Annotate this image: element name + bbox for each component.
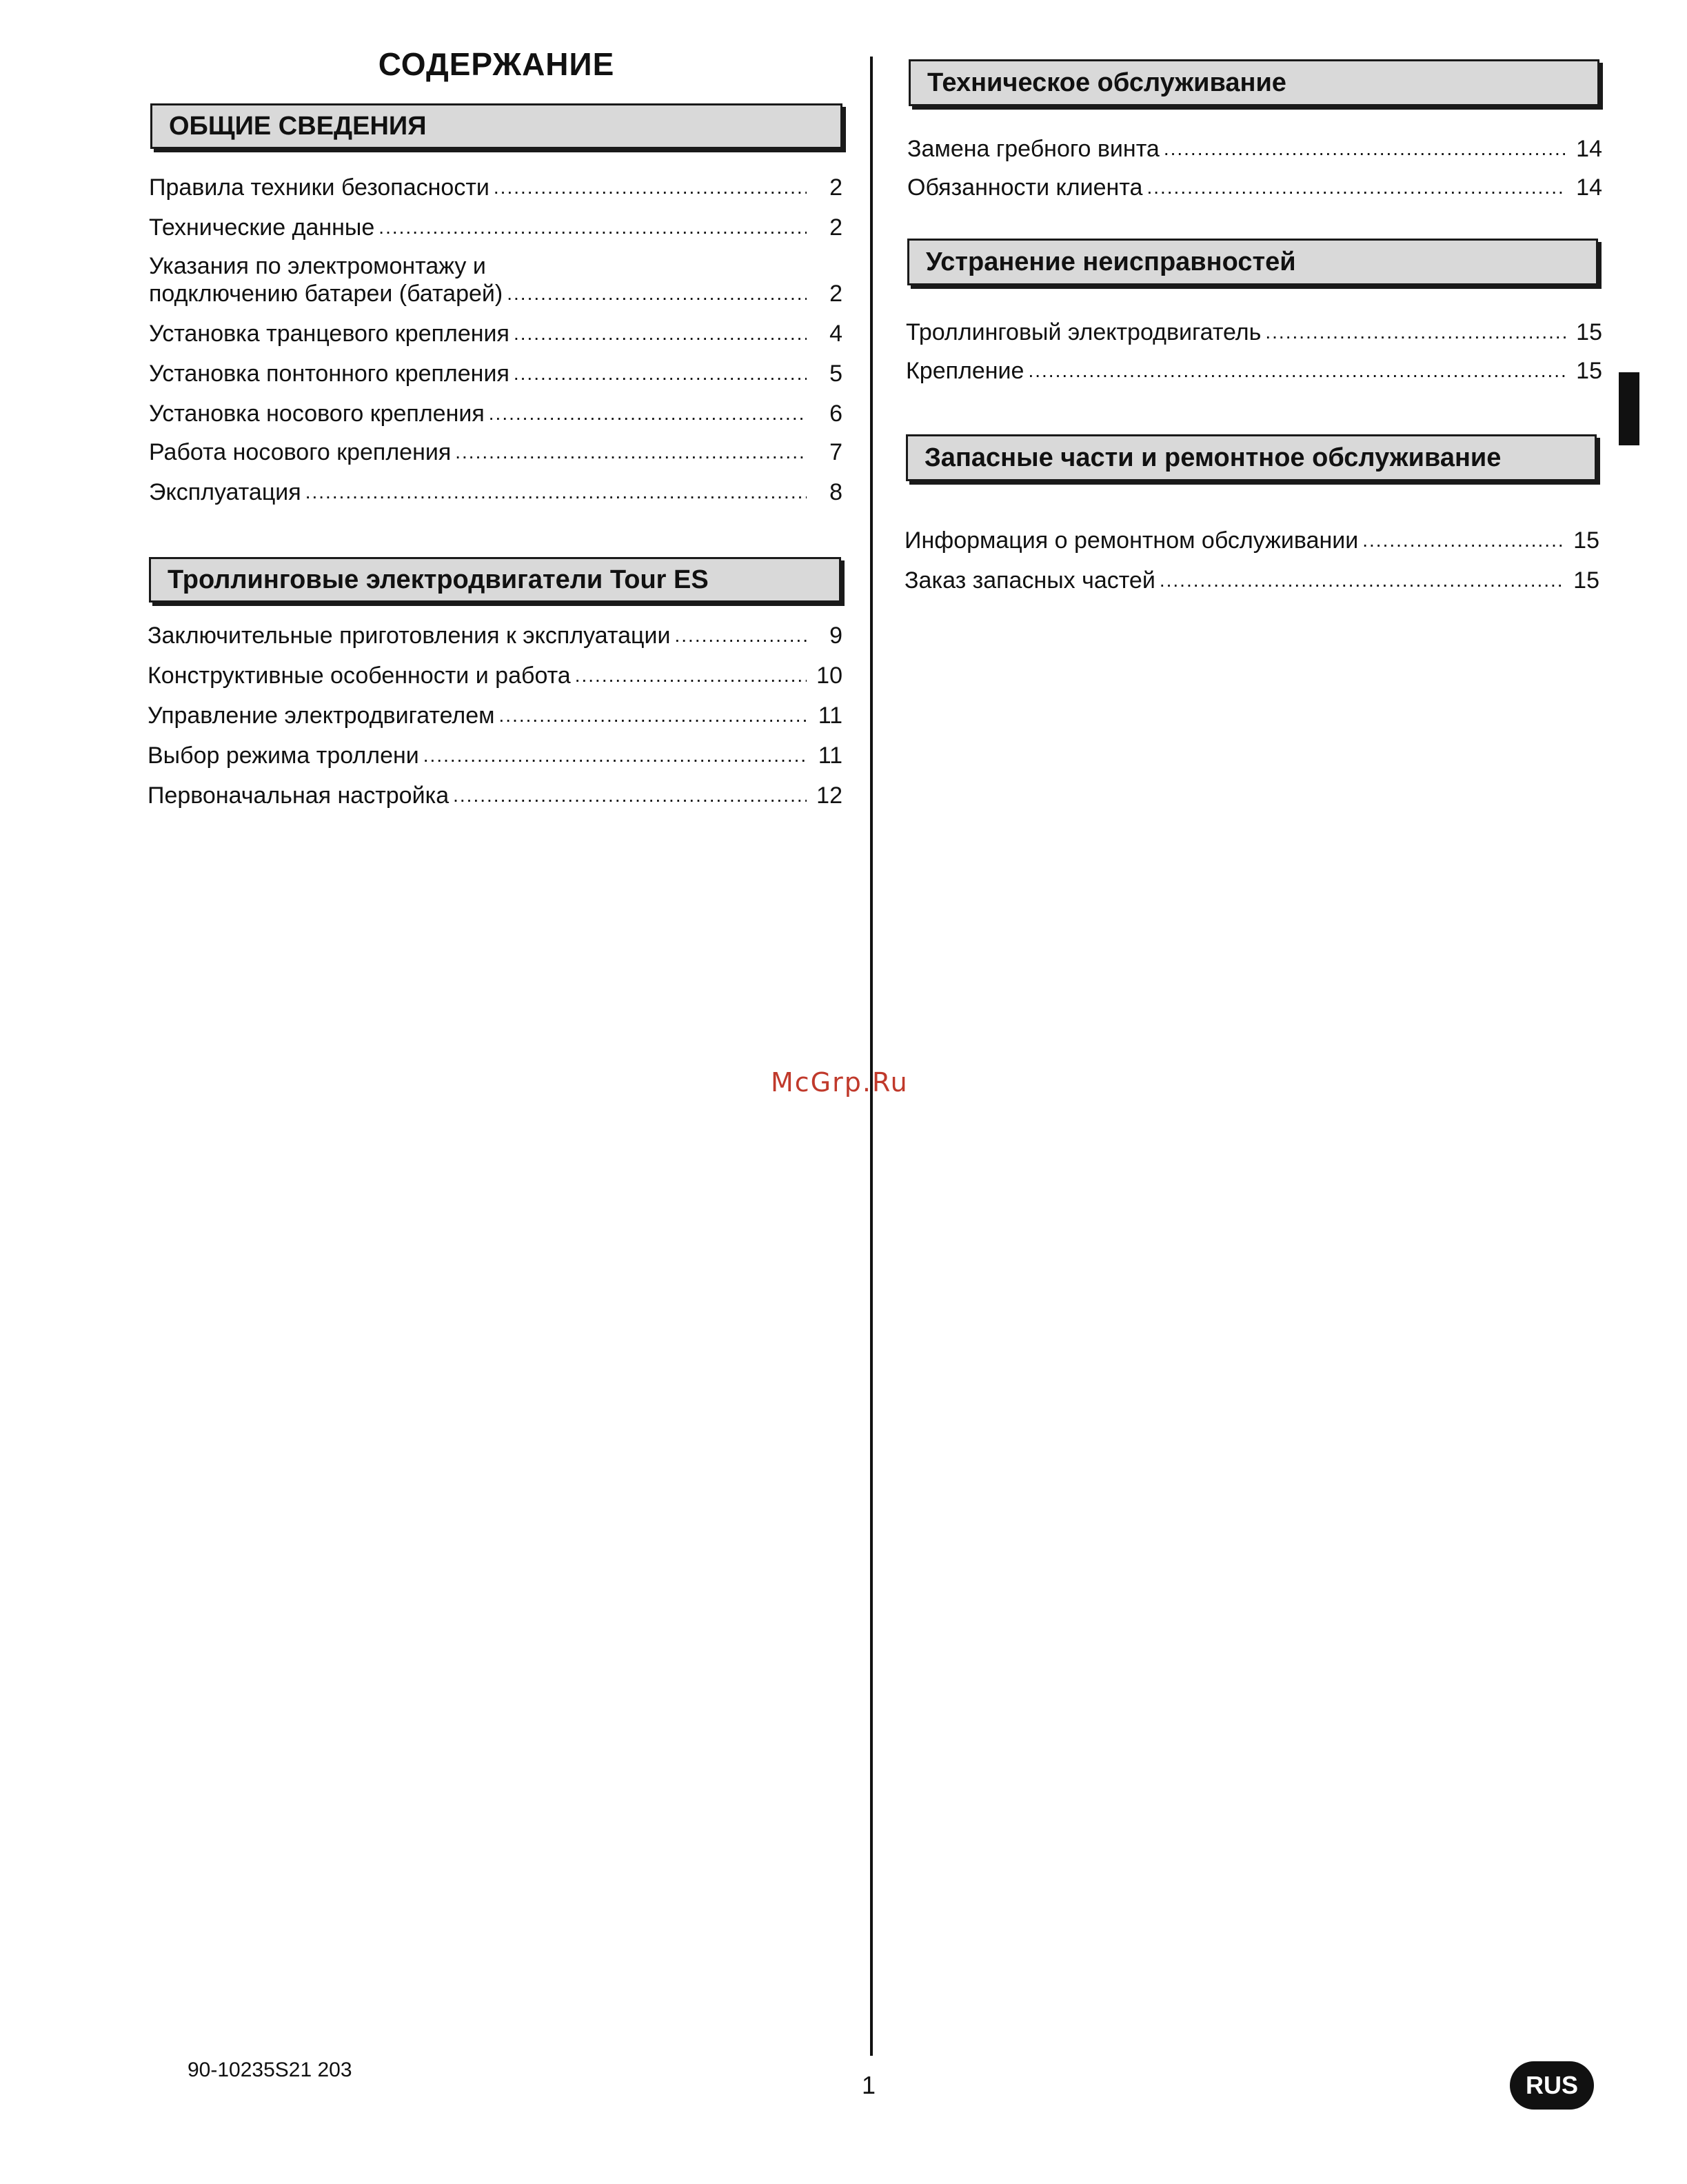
toc-entry-label: Обязанности клиента	[907, 174, 1143, 201]
toc-entry-page: 11	[818, 742, 842, 769]
toc-entry-page: 4	[829, 321, 842, 347]
toc-entry-page: 11	[818, 702, 842, 729]
toc-entry-page: 5	[829, 361, 842, 387]
toc-entry-page: 8	[829, 479, 842, 505]
dot-leader	[514, 320, 807, 347]
toc-entry-label: Замена гребного винта	[907, 136, 1160, 162]
page-title: СОДЕРЖАНИЕ	[378, 46, 615, 82]
dot-leader	[1028, 357, 1566, 385]
toc-entry[interactable]	[906, 318, 1602, 346]
toc-entry[interactable]	[148, 742, 842, 769]
toc-entry-page: 2	[829, 174, 842, 201]
toc-entry[interactable]	[149, 400, 842, 427]
toc-entry[interactable]	[149, 320, 842, 347]
toc-entry-page: 15	[1573, 527, 1599, 554]
toc-entry-label: Заключительные приготовления к эксплуатации	[148, 623, 671, 649]
toc-entry-page: 7	[829, 439, 842, 465]
document-code: 90-10235S21 203	[188, 2059, 352, 2081]
toc-entry-label: Установка носового крепления	[149, 401, 485, 427]
watermark: McGrp.Ru	[771, 1067, 909, 1098]
dot-leader	[507, 280, 807, 307]
dot-leader	[575, 662, 807, 689]
section-heading-troubleshooting: Устранение неисправностей	[907, 239, 1598, 285]
dot-leader	[455, 438, 807, 466]
toc-entry-label: Установка транцевого крепления	[149, 321, 509, 347]
section-heading-parts: Запасные части и ремонтное обслуживание	[906, 434, 1597, 481]
language-badge: RUS	[1510, 2061, 1594, 2110]
toc-entry-page: 14	[1576, 136, 1602, 162]
toc-entry[interactable]	[905, 567, 1599, 594]
toc-entry[interactable]	[149, 214, 842, 241]
toc-entry-page: 15	[1573, 567, 1599, 594]
toc-entry[interactable]	[907, 174, 1602, 201]
toc-entry-page: 10	[816, 663, 842, 689]
dot-leader	[1160, 567, 1564, 594]
toc-entry-page: 12	[816, 782, 842, 809]
toc-entry[interactable]	[149, 252, 842, 307]
toc-entry-label: Правила техники безопасности	[149, 174, 489, 201]
toc-entry[interactable]	[148, 702, 842, 729]
dot-leader	[494, 174, 807, 201]
toc-entry[interactable]	[148, 622, 842, 649]
page-number: 1	[862, 2071, 876, 2099]
toc-entry-label: Технические данные	[149, 214, 375, 241]
toc-entry-label: Эксплуатация	[149, 479, 301, 505]
dot-leader	[514, 360, 807, 387]
section-heading-maintenance: Техническое обслуживание	[909, 59, 1599, 106]
dot-leader	[675, 622, 807, 649]
toc-entry-page: 15	[1576, 358, 1602, 384]
toc-entry[interactable]	[149, 174, 842, 201]
toc-entry-label: Троллинговый электродвигатель	[906, 319, 1262, 345]
dot-leader	[489, 400, 807, 427]
toc-entry-page: 14	[1576, 174, 1602, 201]
toc-entry[interactable]	[905, 527, 1599, 554]
toc-entry[interactable]	[149, 478, 842, 506]
section-heading-general: ОБЩИЕ СВЕДЕНИЯ	[150, 103, 842, 149]
toc-entry[interactable]	[906, 357, 1602, 385]
dot-leader	[453, 782, 807, 809]
section-side-tab	[1619, 372, 1639, 445]
dot-leader	[1164, 135, 1566, 163]
toc-entry[interactable]	[148, 782, 842, 809]
toc-entry-label: Конструктивные особенности и работа	[148, 663, 571, 689]
toc-entry-page: 9	[829, 623, 842, 649]
toc-entry[interactable]	[149, 438, 842, 466]
toc-entry[interactable]	[907, 135, 1602, 163]
dot-leader	[423, 742, 807, 769]
toc-entry[interactable]	[148, 662, 842, 689]
toc-entry-label: Работа носового крепления	[149, 439, 452, 465]
dot-leader	[1265, 318, 1566, 346]
toc-entry-page: 2	[829, 214, 842, 241]
section-heading-tour-es: Троллинговые электродвигатели Tour ES	[149, 557, 841, 603]
dot-leader	[1362, 527, 1564, 554]
column-divider	[870, 57, 873, 2056]
toc-entry-label: Заказ запасных частей	[905, 567, 1155, 594]
dot-leader	[378, 214, 807, 241]
toc-entry-label: Первоначальная настройка	[148, 782, 449, 809]
dot-leader	[499, 702, 807, 729]
toc-entry-label: Выбор режима троллени	[148, 742, 419, 769]
dot-leader	[305, 478, 807, 506]
toc-entry-page: 15	[1576, 319, 1602, 345]
toc-entry-label: Установка понтонного крепления	[149, 361, 509, 387]
toc-entry-label: Указания по электромонтажу и подключению батареи (батарей)	[149, 253, 503, 307]
toc-entry[interactable]	[149, 360, 842, 387]
toc-entry-label: Информация о ремонтном обслуживании	[905, 527, 1359, 554]
toc-entry-page: 2	[829, 281, 842, 307]
dot-leader	[1146, 174, 1566, 201]
toc-entry-page: 6	[829, 401, 842, 427]
toc-entry-label: Крепление	[906, 358, 1024, 384]
toc-entry-label: Управление электродвигателем	[148, 702, 495, 729]
